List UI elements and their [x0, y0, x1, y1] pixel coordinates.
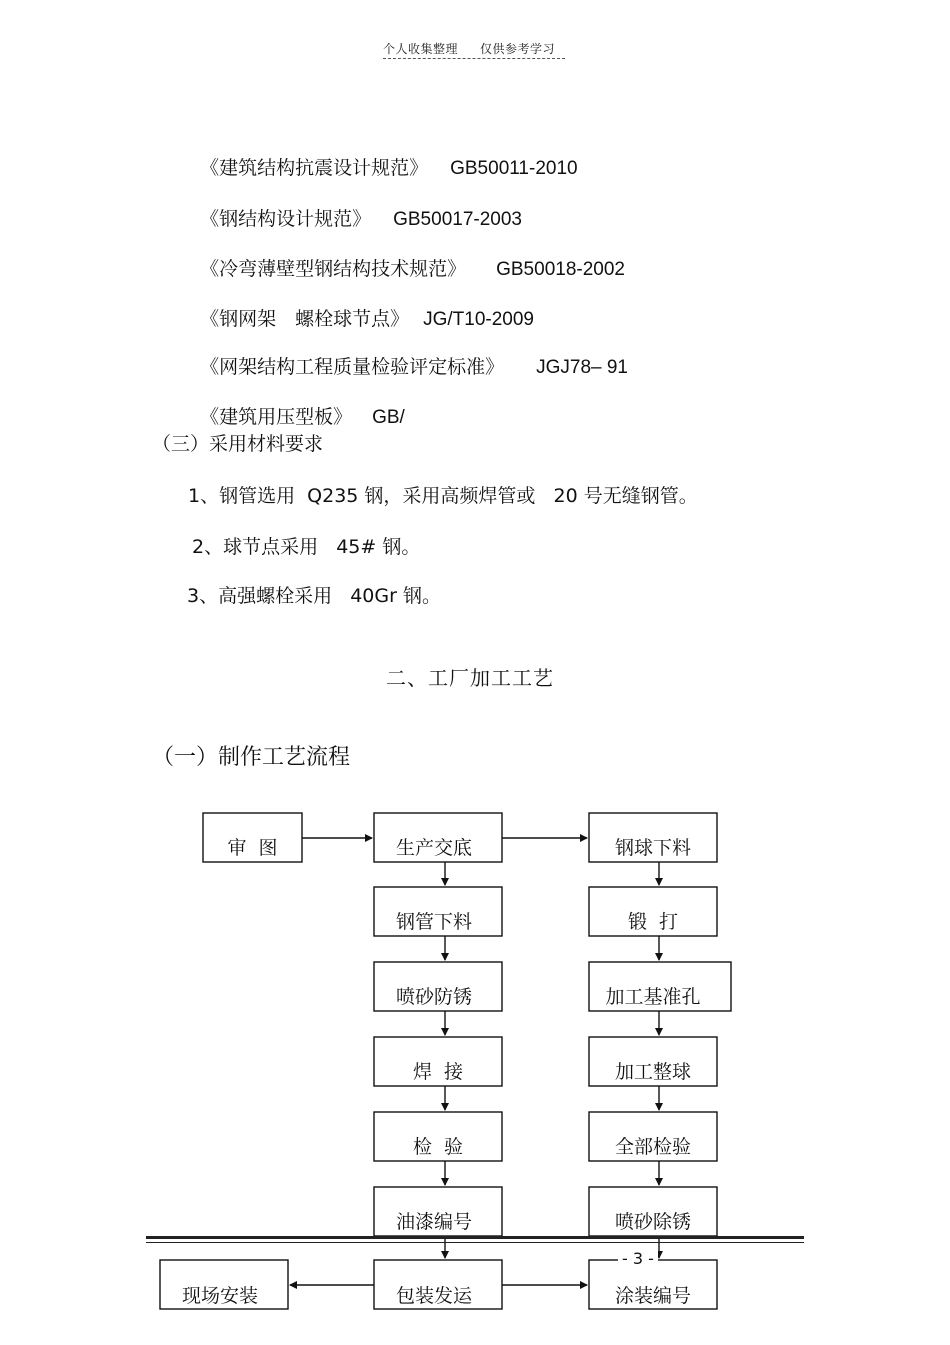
footer-rule [146, 1236, 804, 1239]
box-label-inspection: 检 验 [412, 1136, 464, 1158]
standard-code: GB50017-2003 [393, 209, 522, 230]
box-label-forging: 锻 打 [627, 911, 679, 933]
standard-code: GB/ [372, 407, 405, 428]
box-label-coat-number: 涂装编号 [614, 1285, 691, 1307]
box-label-datum-hole: 加工基准孔 [605, 986, 701, 1008]
material-item: 1、钢管选用 Q235 钢，采用高频焊管或 20 号无缝钢管。 [188, 485, 698, 507]
standard-name: 《网架结构工程质量检验评定标准》 [200, 356, 505, 378]
standard-code: GB50018-2002 [496, 259, 625, 280]
material-item: 2、球节点采用 45# 钢。 [192, 536, 421, 558]
box-label-welding: 焊 接 [412, 1061, 464, 1083]
box-label-pipe-cutting: 钢管下料 [395, 911, 472, 933]
material-item: 3、高强螺栓采用 40Gr 钢。 [187, 585, 441, 607]
standard-code: GB50011-2010 [450, 158, 578, 179]
section-title: 二、工厂加工工艺 [386, 666, 554, 690]
standard-name: 《冷弯薄壁型钢结构技术规范》 [200, 258, 467, 280]
standard-name: 《钢结构设计规范》 [200, 208, 372, 230]
box-label-sandblast-rust: 喷砂防锈 [395, 986, 472, 1008]
header-left-text: 个人收集整理 [383, 42, 459, 56]
page-number: - 3 - [618, 1249, 658, 1268]
box-label-handover: 生产交底 [395, 837, 472, 859]
box-label-review: 审 图 [227, 837, 278, 859]
header-right-text: 仅供参考学习 [480, 42, 556, 56]
materials-heading: （三）采用材料要求 [152, 433, 324, 455]
box-label-site-install: 现场安装 [181, 1285, 258, 1307]
box-label-paint-number: 油漆编号 [395, 1211, 472, 1233]
subsection-title: （一）制作工艺流程 [152, 745, 351, 770]
standard-code: JGJ78– 91 [536, 357, 629, 378]
box-label-ball-cutting: 钢球下料 [614, 837, 691, 859]
standard-name: 《建筑结构抗震设计规范》 [200, 157, 429, 179]
box-label-ball-finishing: 加工整球 [614, 1061, 691, 1083]
box-label-pack-ship: 包装发运 [395, 1285, 472, 1307]
standard-code: JG/T10-2009 [423, 309, 535, 330]
box-label-full-inspection: 全部检验 [614, 1136, 691, 1158]
box-label-sandblast-derust: 喷砂除锈 [614, 1211, 691, 1233]
standard-name: 《钢网架 螺栓球节点》 [200, 308, 410, 330]
footer-rule [146, 1242, 804, 1243]
standard-name: 《建筑用压型板》 [200, 406, 353, 428]
